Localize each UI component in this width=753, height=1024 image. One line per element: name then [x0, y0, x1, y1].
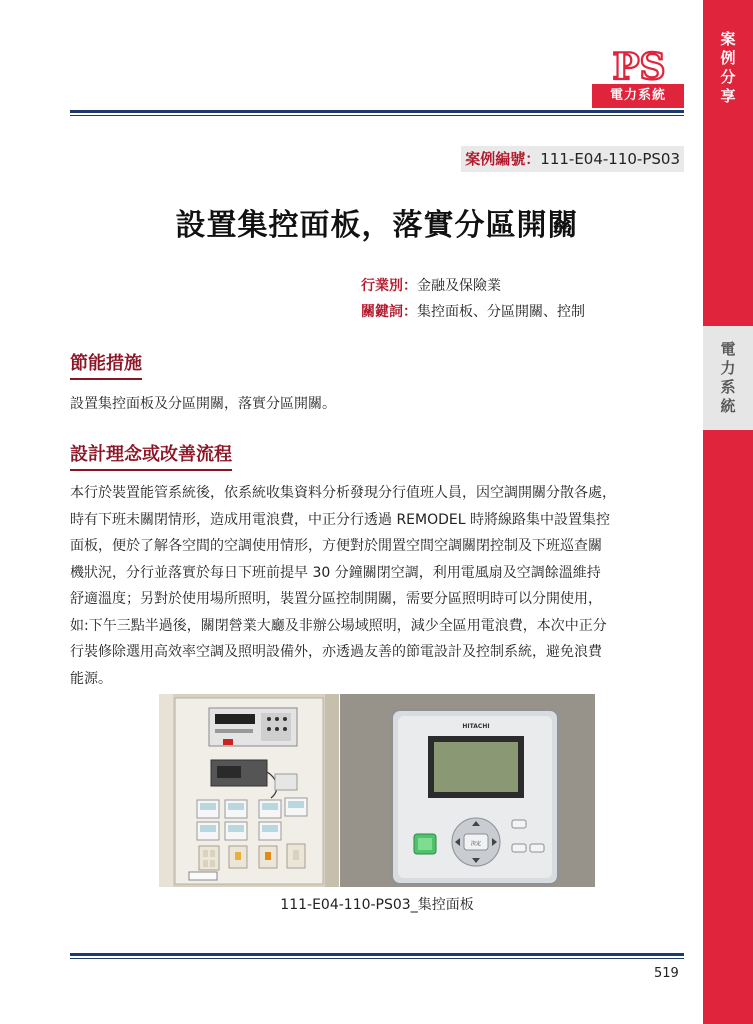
figure-caption: 111-E04-110-PS03_集控面板	[280, 897, 474, 913]
hitachi-brand: HITACHI	[462, 723, 490, 730]
keywords-label: 關鍵詞：	[361, 304, 417, 320]
ps-logo-label: 電力系統	[592, 84, 684, 108]
side-tab-char: 電	[720, 340, 736, 358]
page-number: 519	[654, 966, 679, 981]
case-number	[461, 146, 684, 172]
ps-logo-text: PS	[612, 48, 666, 84]
section-heading-design: 設計理念或改善流程	[70, 440, 232, 471]
case-number-label: 案例編號：	[465, 150, 541, 168]
paragraph-line: 如:下午三點半過後，關閉營業大廳及非辦公場域照明，減少全區用電浪費，本次中正分	[70, 617, 607, 634]
side-tab-char: 系	[720, 378, 736, 396]
paragraph-line: 時有下班未關閉情形，造成用電浪費，中正分行透過 REMODEL 時將線路集中設置集控	[70, 511, 610, 528]
industry-line	[361, 275, 501, 295]
dpad-center-label: 決定	[470, 841, 482, 847]
photo-hitachi-controller	[340, 694, 595, 887]
keywords-value: 集控面板、分區開關、控制	[417, 304, 585, 320]
paragraph-line: 能源。	[70, 670, 112, 687]
paragraph-line: 行裝修除選用高效率空調及照明設備外，亦透過友善的節電設計及控制系統，避免浪費	[70, 644, 602, 660]
paragraph-line: 機狀況，分行並落實於每日下班前提早 30 分鐘關閉空調，利用電風扇及空調餘溫維持	[70, 564, 601, 581]
paragraph-line: 舒適溫度；另對於使用場所照明，裝置分區控制開關，需要分區照明時可以分開使用，	[70, 591, 602, 607]
paragraph-line: 本行於裝置能管系統後，依系統收集資料分析發現分行值班人員，因空調開關分散各處，	[70, 485, 616, 501]
side-tab-char: 案	[720, 30, 736, 48]
side-tab-char: 力	[720, 359, 736, 377]
case-number-value: 111-E04-110-PS03	[540, 150, 680, 168]
side-tab-char: 例	[720, 49, 736, 67]
footer-rule	[70, 953, 684, 956]
header-rule-thin	[70, 115, 684, 116]
industry-value: 金融及保險業	[417, 278, 501, 294]
side-tab-char: 享	[720, 87, 736, 105]
page-title: 設置集控面板，落實分區開關	[175, 208, 579, 243]
side-tab-strip	[703, 0, 753, 1024]
side-tab-case-share	[703, 30, 753, 106]
header-rule	[70, 110, 684, 113]
section-heading-measures: 節能措施	[70, 349, 142, 380]
ps-logo-letters	[600, 48, 678, 84]
industry-label: 行業別：	[361, 278, 417, 294]
paragraph-line: 面板，便於了解各空間的空調使用情形，方便對於閒置空間空調關閉控制及下班巡查關	[70, 538, 602, 554]
keywords-line	[361, 301, 585, 321]
side-tab-section-label	[703, 340, 753, 416]
ps-logo	[592, 48, 684, 112]
photo-control-cabinet	[159, 694, 339, 887]
footer-rule-thin	[70, 958, 684, 959]
section-body-measures: 設置集控面板及分區開關，落實分區開關。	[70, 396, 336, 412]
section-body-design	[70, 480, 690, 692]
side-tab-section	[703, 326, 753, 430]
side-tab-char: 分	[720, 68, 736, 86]
side-tab-char: 統	[720, 397, 736, 415]
